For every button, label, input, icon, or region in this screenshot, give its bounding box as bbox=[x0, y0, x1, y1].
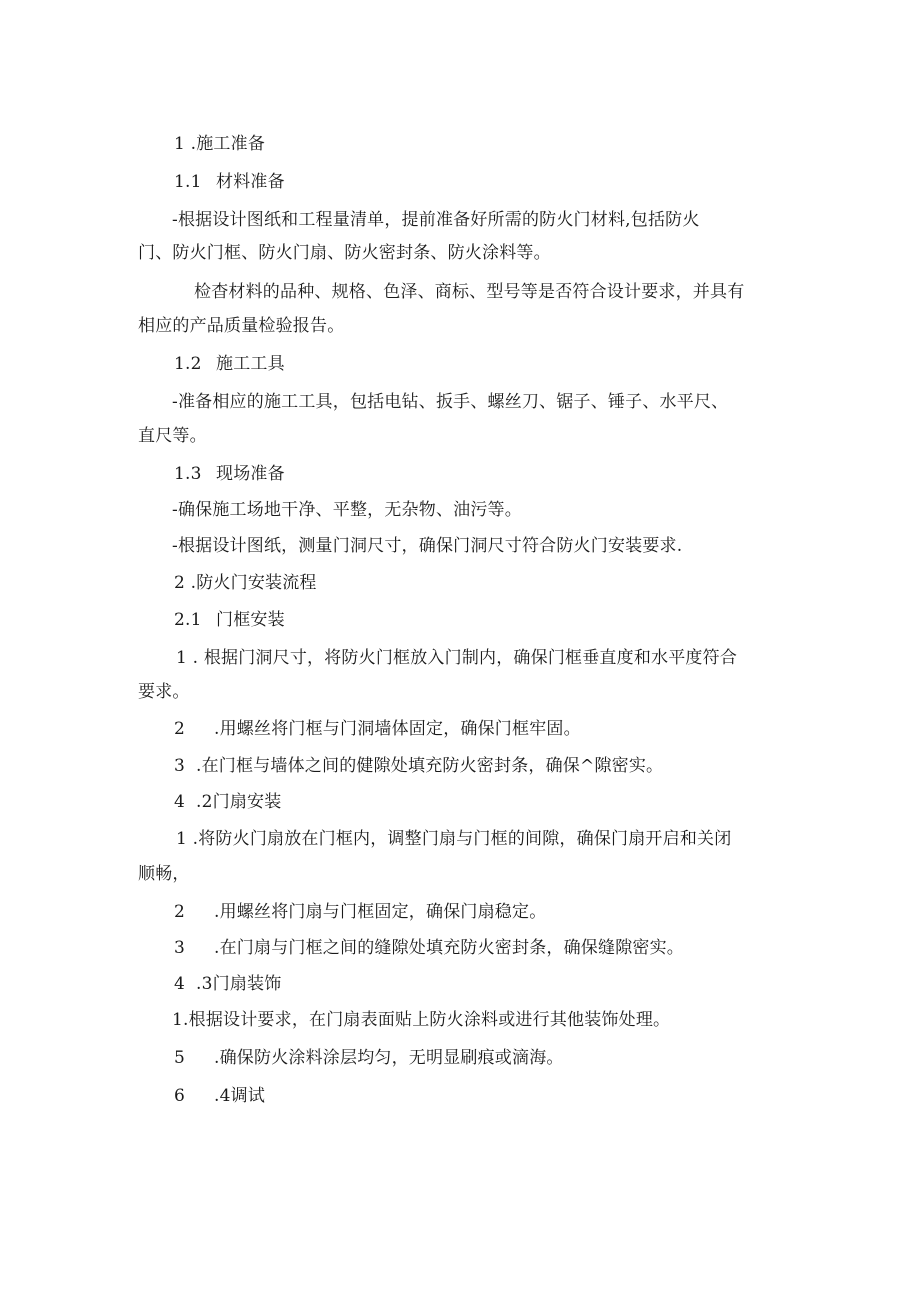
paragraph-line: 顺畅， bbox=[138, 864, 190, 884]
list-text: .确保防火涂料涂层均匀，无明显刷痕或滴海。 bbox=[214, 1048, 564, 1068]
subheading-number: 2.1 bbox=[174, 610, 202, 630]
list-number: 4 bbox=[174, 974, 186, 994]
list-text: .用螺丝将门扇与门框固定，确保门扇稳定。 bbox=[214, 902, 547, 922]
subheading-number: 1.2 bbox=[174, 354, 202, 374]
heading-1: 1 .施工准备 bbox=[174, 134, 266, 154]
paragraph-line: 门、防火门框、防火门扇、防火密封条、防火涂料等。 bbox=[138, 243, 551, 263]
list-number: 2 bbox=[174, 902, 186, 922]
list-text: .2门扇安装 bbox=[196, 792, 282, 812]
paragraph-line: 相应的产品质量检验报告。 bbox=[138, 316, 345, 336]
paragraph-line: -根据设计图纸和工程量清单，提前准备好所需的防火门材料,包括防火 bbox=[172, 210, 700, 230]
list-text: .在门扇与门框之间的缝隙处填充防火密封条，确保缝隙密实。 bbox=[214, 938, 685, 958]
subheading-title: 现场准备 bbox=[216, 464, 285, 484]
list-text: .用螺丝将门框与门洞墙体固定，确保门框牢固。 bbox=[214, 719, 581, 739]
list-number: 2 bbox=[174, 719, 186, 739]
paragraph-line: 1.根据设计要求，在门扇表面贴上防火涂料或进行其他装饰处理。 bbox=[172, 1010, 671, 1030]
list-text: .4调试 bbox=[214, 1086, 266, 1106]
list-number: 6 bbox=[174, 1086, 186, 1106]
subheading-title: 门框安装 bbox=[216, 610, 285, 630]
paragraph-line: 检杳材料的品种、规格、色泽、商标、型号等是否符合设计要求，并具有 bbox=[194, 282, 745, 302]
subheading-title: 材料准备 bbox=[216, 172, 285, 192]
subheading-title: 施工工具 bbox=[216, 354, 285, 374]
subheading-number: 1.1 bbox=[174, 172, 202, 192]
paragraph-line: -准备相应的施工工具，包括电钻、扳手、螺丝刀、锯子、锤子、水平尺、 bbox=[172, 392, 729, 412]
paragraph-line: 要求。 bbox=[138, 682, 190, 702]
list-text: .3门扇装饰 bbox=[196, 974, 282, 994]
heading-2: 2 .防火门安装流程 bbox=[174, 573, 317, 593]
paragraph-line: 1 .将防火门扇放在门框内，调整门扇与门框的间隙，确保门扇开启和关闭 bbox=[176, 829, 732, 849]
list-number: 3 bbox=[174, 938, 186, 958]
list-number: 3 bbox=[174, 756, 186, 776]
list-text: .在门框与墙体之间的健隙处填充防火密封条，确保^隙密实。 bbox=[196, 756, 664, 776]
paragraph-line: 1 . 根据门洞尺寸，将防火门框放入门制内，确保门框垂直度和水平度符合 bbox=[176, 648, 738, 668]
list-number: 5 bbox=[174, 1048, 186, 1068]
paragraph-line: 直尺等。 bbox=[138, 426, 207, 446]
list-number: 4 bbox=[174, 792, 186, 812]
paragraph-line: -根据设计图纸，测量门洞尺寸，确保门洞尺寸符合防火门安装要求. bbox=[172, 536, 683, 556]
subheading-number: 1.3 bbox=[174, 464, 202, 484]
paragraph-line: -确保施工场地干净、平整，无杂物、油污等。 bbox=[172, 500, 522, 520]
